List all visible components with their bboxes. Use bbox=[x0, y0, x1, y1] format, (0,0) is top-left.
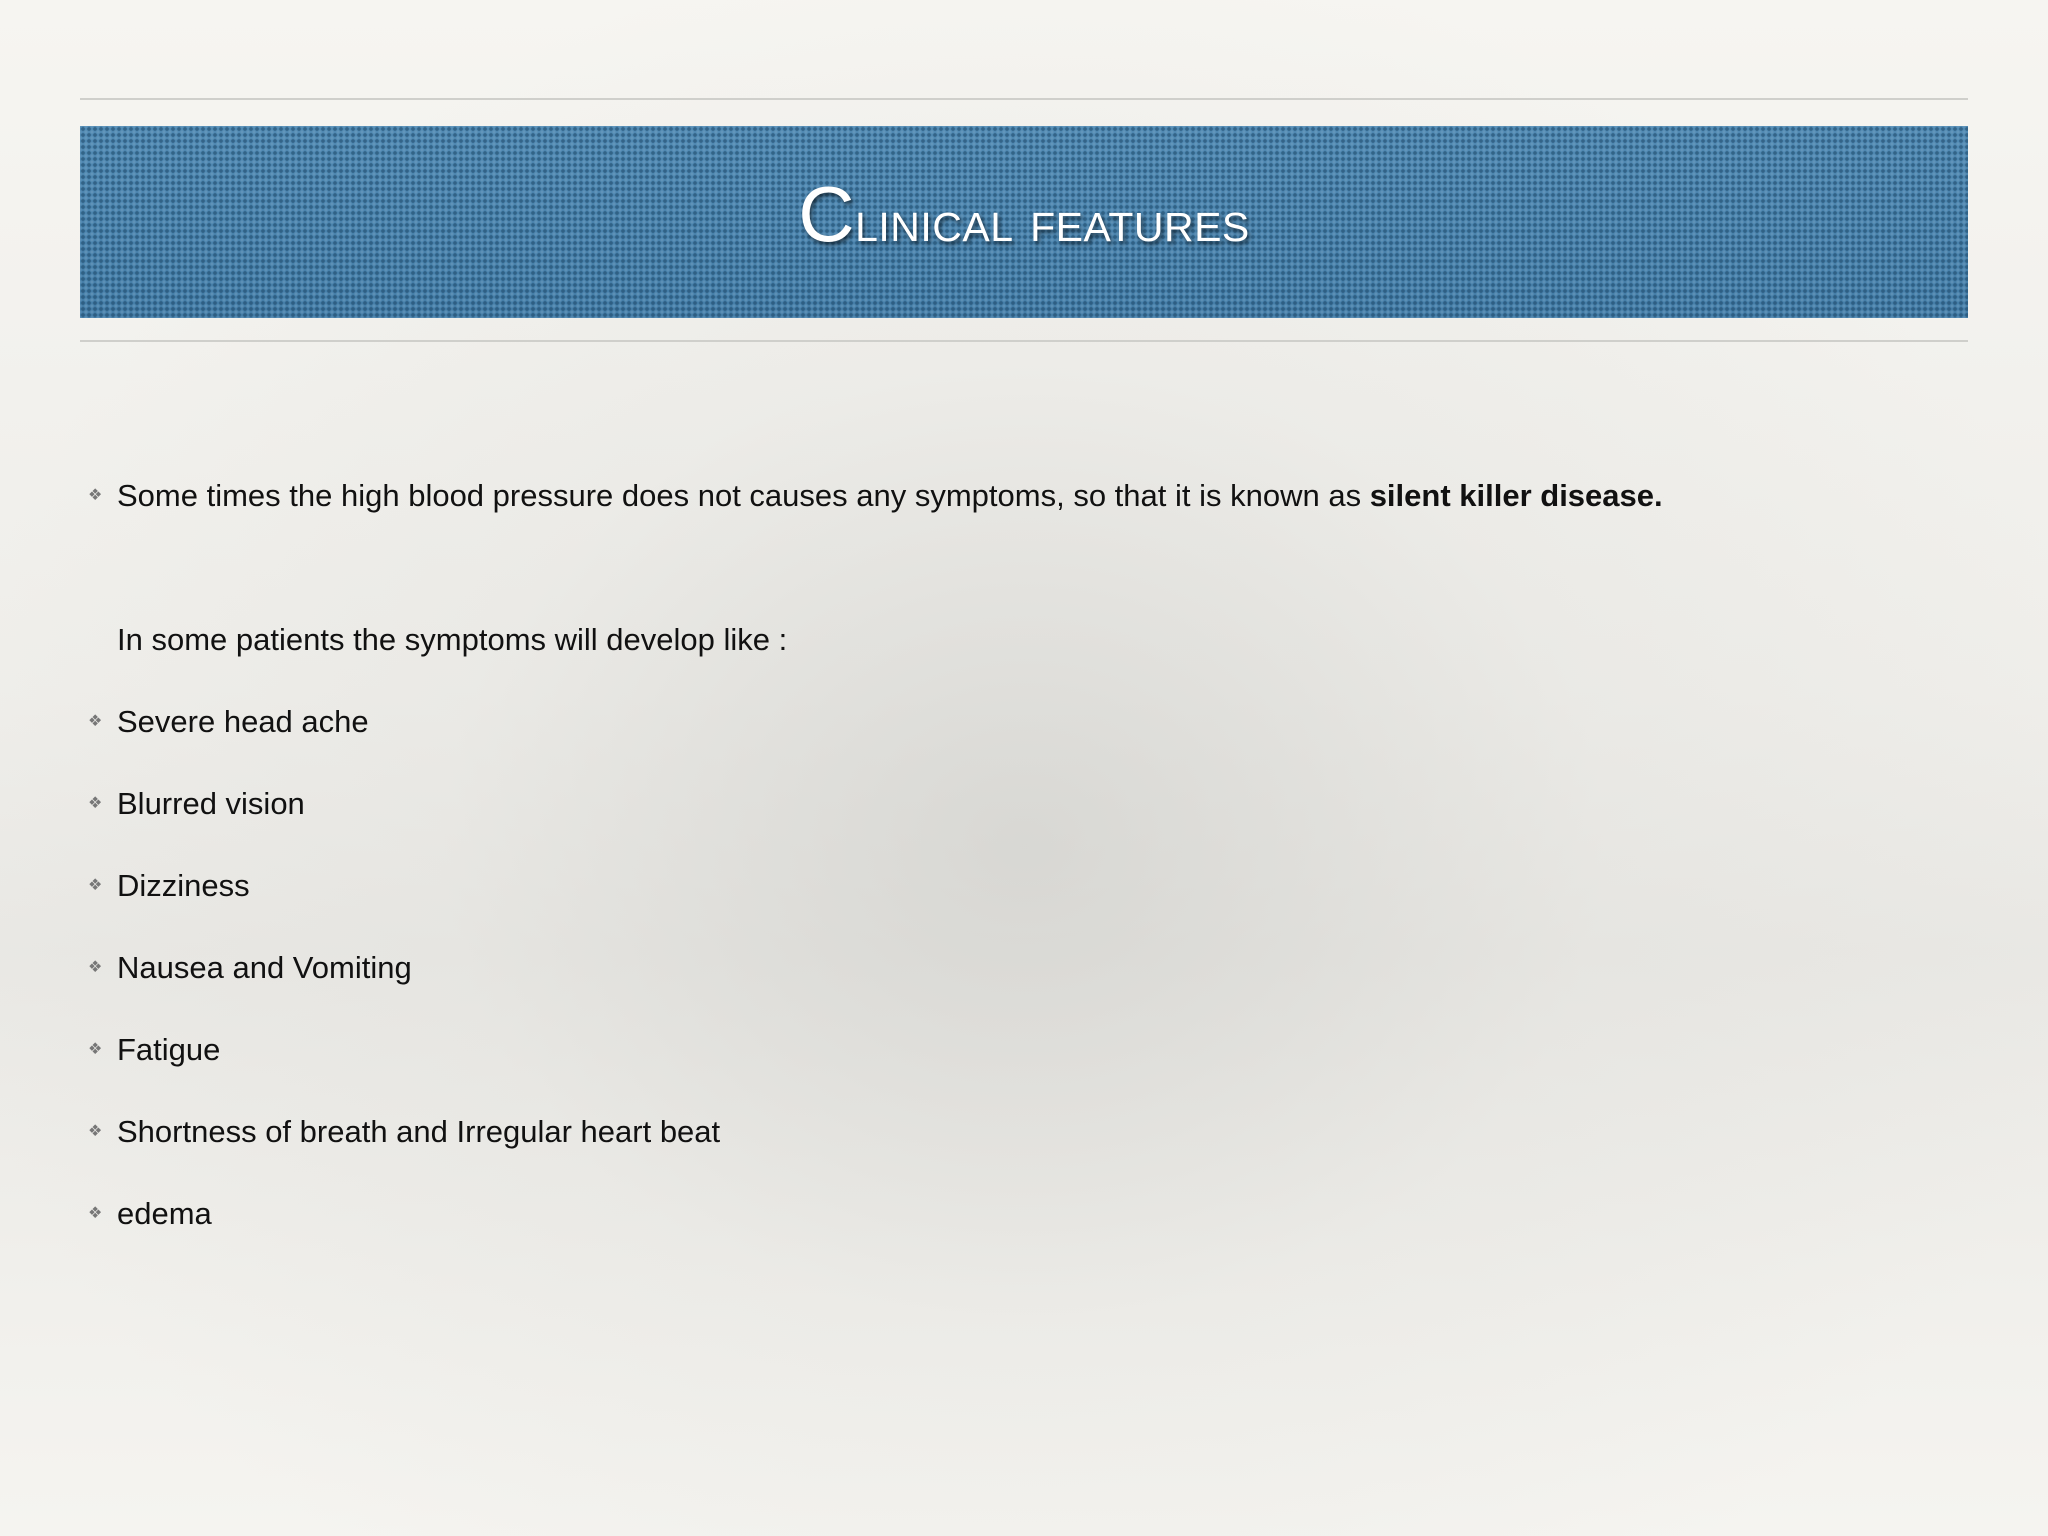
lead-line bbox=[88, 620, 1948, 660]
intro-emphasis: silent killer disease. bbox=[1369, 478, 1663, 513]
list-item-intro bbox=[88, 476, 1948, 516]
symptom-text: edema bbox=[117, 1196, 212, 1231]
list-item bbox=[88, 948, 1948, 988]
bullet-icon: ❖ bbox=[88, 1205, 103, 1222]
symptom-text: Nausea and Vomiting bbox=[117, 950, 412, 985]
symptom-text: Fatigue bbox=[117, 1032, 221, 1067]
list-item bbox=[88, 866, 1948, 906]
bullet-icon: ❖ bbox=[88, 713, 103, 730]
bullet-icon: ❖ bbox=[88, 1041, 103, 1058]
intro-text: Some times the high blood pressure does not causes any symptoms, so that it is known as bbox=[117, 478, 1370, 513]
symptom-text: Severe head ache bbox=[117, 704, 369, 739]
title-bottom-divider bbox=[80, 340, 1968, 342]
slide-title: Clinical features bbox=[798, 169, 1250, 258]
bullet-icon: ❖ bbox=[88, 795, 103, 812]
title-banner bbox=[80, 126, 1968, 318]
slide-body bbox=[88, 476, 1948, 1234]
list-item bbox=[88, 1112, 1948, 1152]
symptom-text: Blurred vision bbox=[117, 786, 305, 821]
list-item bbox=[88, 784, 1948, 824]
bullet-icon: ❖ bbox=[88, 487, 103, 504]
symptom-text: Shortness of breath and Irregular heart beat bbox=[117, 1114, 721, 1149]
lead-text: In some patients the symptoms will develop like : bbox=[117, 622, 788, 657]
bullet-icon: ❖ bbox=[88, 877, 103, 894]
title-top-divider bbox=[80, 98, 1968, 100]
list-item bbox=[88, 1194, 1948, 1234]
bullet-icon: ❖ bbox=[88, 1123, 103, 1140]
list-item bbox=[88, 702, 1948, 742]
symptom-text: Dizziness bbox=[117, 868, 250, 903]
list-item bbox=[88, 1030, 1948, 1070]
bullet-icon: ❖ bbox=[88, 959, 103, 976]
